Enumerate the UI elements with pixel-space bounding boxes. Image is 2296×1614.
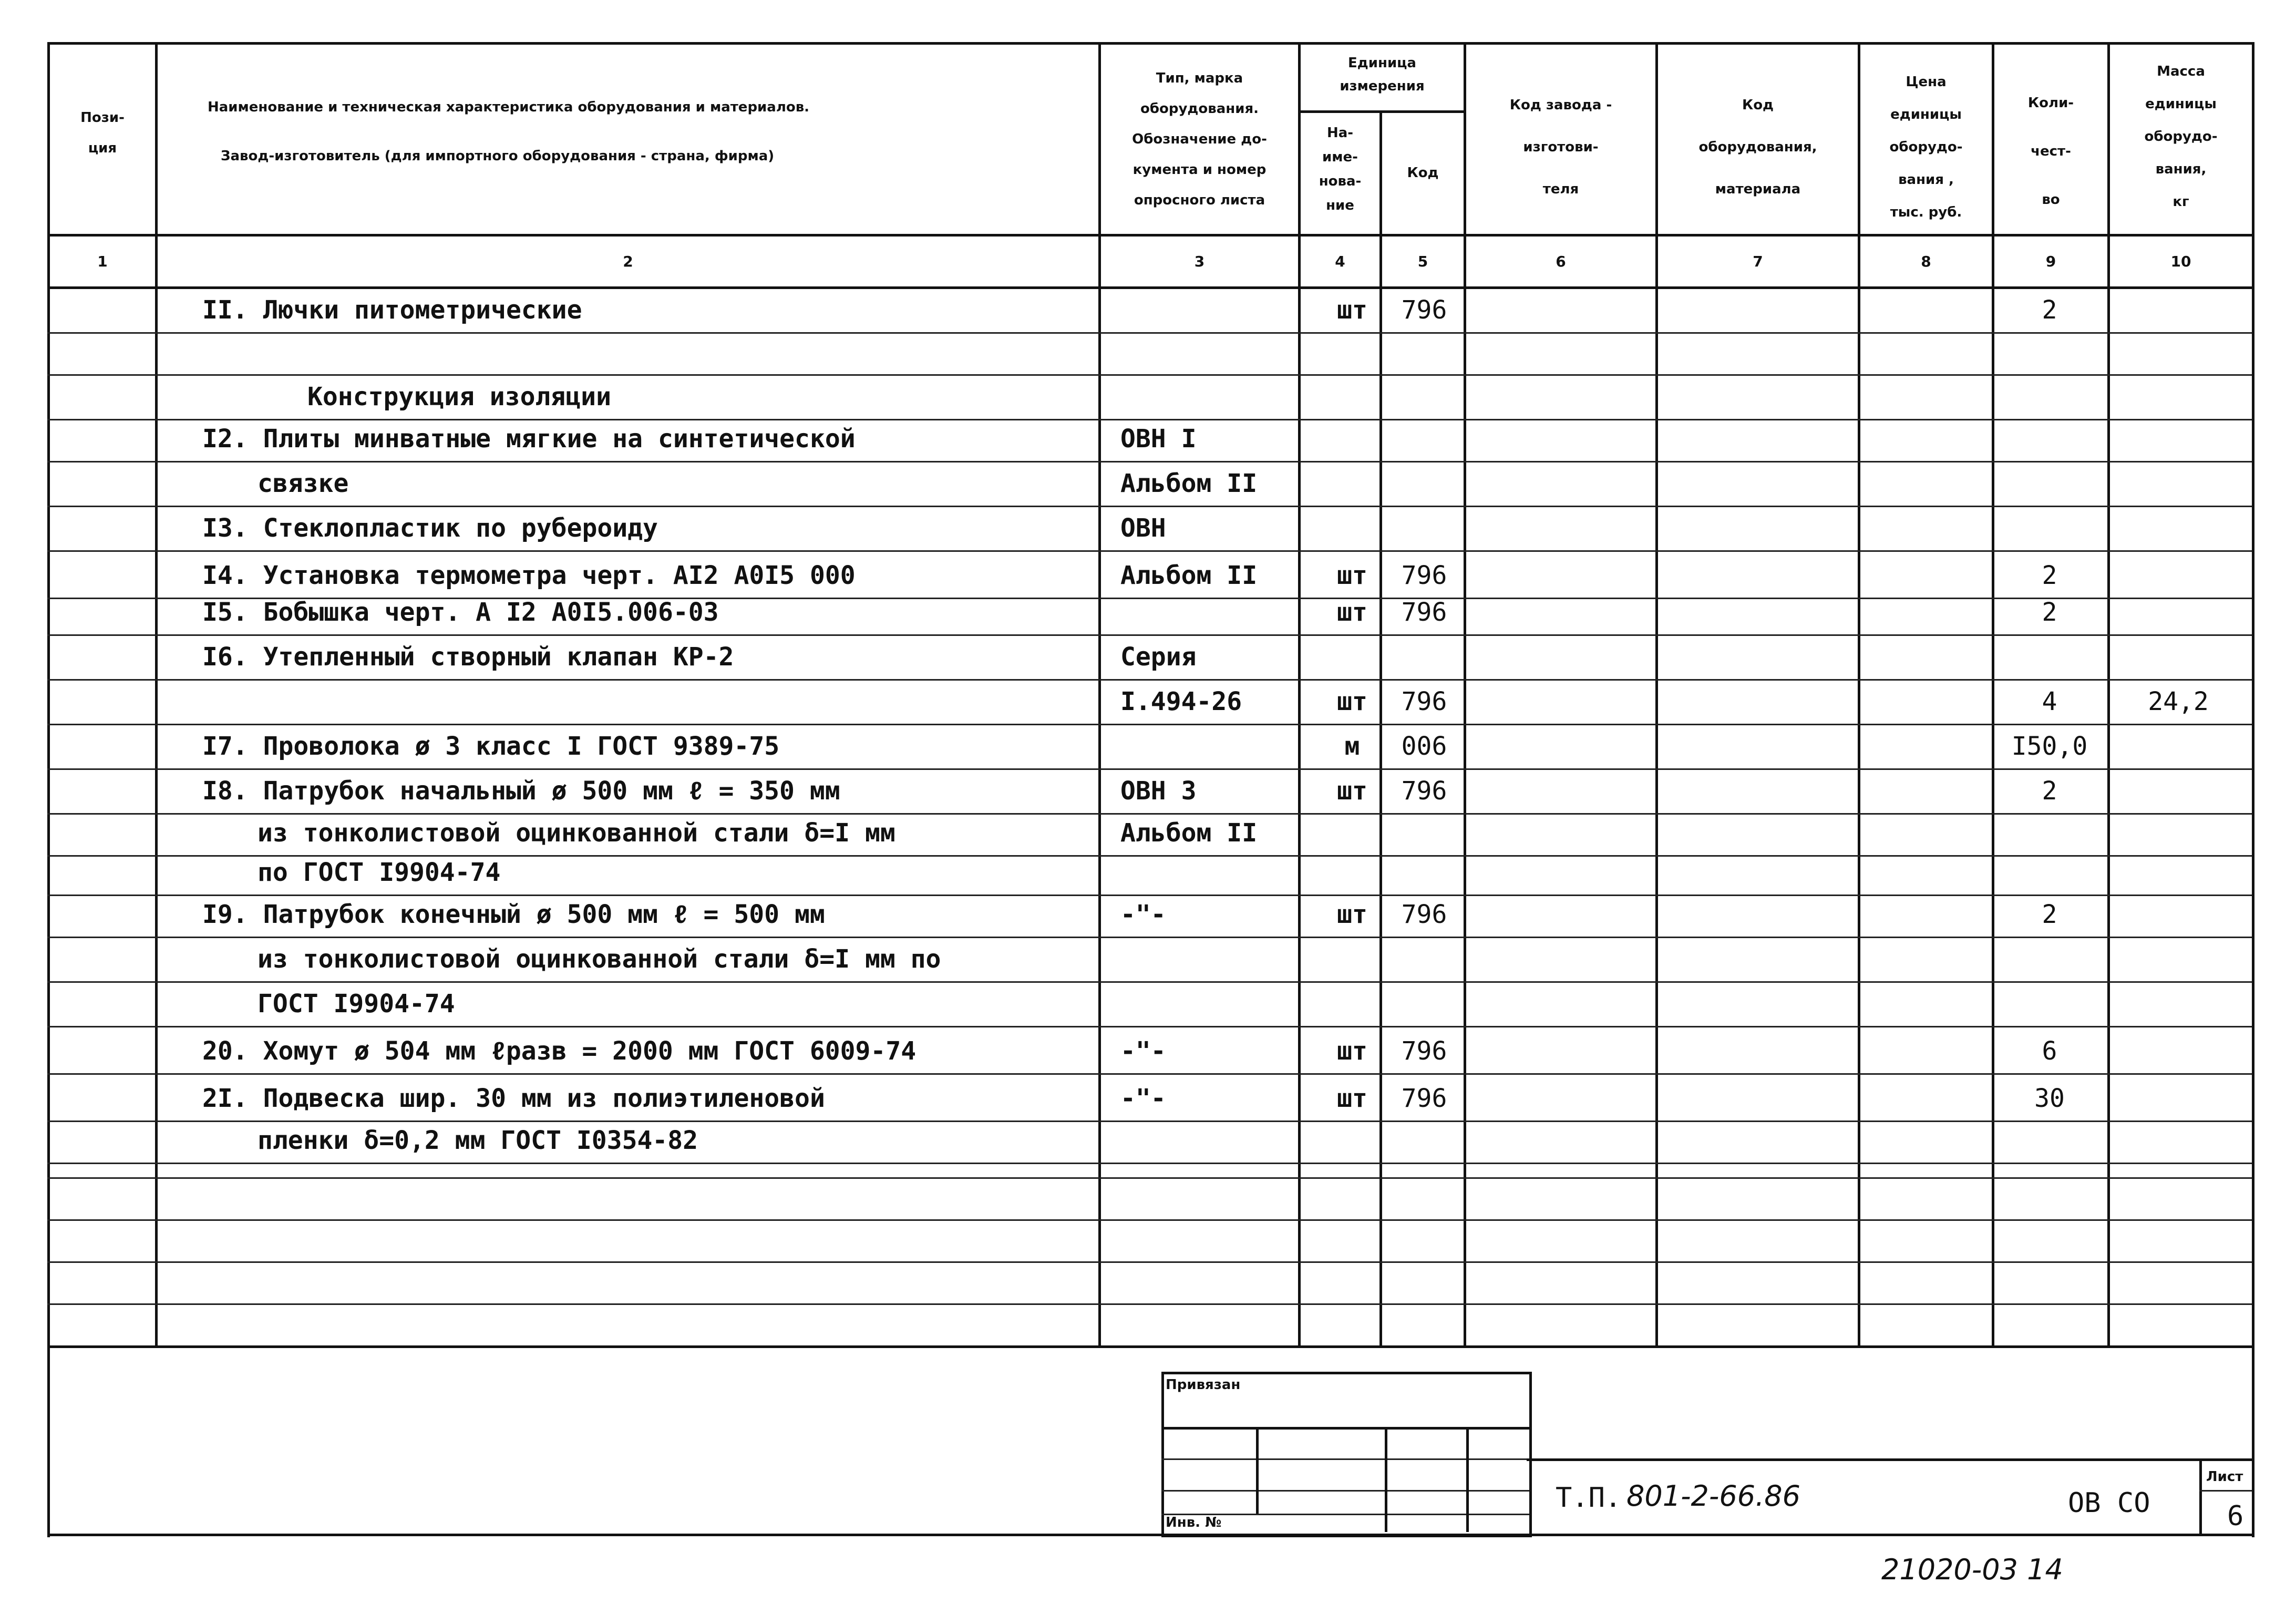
doc-code: ОВ СО [2068, 1487, 2150, 1519]
row-type: ОВН [1120, 513, 1166, 543]
unit-group-line [1298, 110, 1464, 113]
header-mass [2110, 55, 2252, 218]
header-price [1860, 66, 1992, 229]
header-line: вания, [2155, 161, 2207, 177]
header-line: кг [2173, 194, 2189, 210]
header-line: Тип, марка [1156, 70, 1243, 86]
row-line [47, 937, 2252, 938]
row-name: I5. Бобышка черт. А I2 A0I5.006-03 [202, 598, 719, 627]
header-line: во [2042, 192, 2060, 208]
row-unit-code: 796 [1401, 776, 1447, 806]
header-line: измерения [1340, 78, 1425, 94]
header-line: Наименование и техническая характеристика оборудования и материалов. [208, 99, 810, 115]
col-divider [1655, 42, 1658, 1345]
row-type: -"- [1120, 1036, 1166, 1066]
row-line [47, 895, 2252, 896]
frame-left [47, 1345, 50, 1535]
row-line [47, 550, 2252, 552]
header-equipment-code [1658, 84, 1858, 210]
row-quantity: 2 [2042, 900, 2057, 929]
row-name: I7. Проволока ø 3 класс I ГОСТ 9389-75 [202, 732, 780, 761]
footer-handwritten-number: 21020-03 14 [1881, 1553, 2063, 1586]
col-divider [1858, 42, 1860, 1345]
column-number: 1 [97, 253, 108, 270]
column-number: 9 [2045, 253, 2056, 270]
header-position [53, 102, 152, 163]
row-unit-code: 796 [1401, 900, 1447, 929]
column-number: 6 [1556, 253, 1566, 270]
row-type: ОВН 3 [1120, 776, 1197, 806]
frame-bottom [47, 1534, 2252, 1536]
header-line: Пози- [80, 110, 125, 126]
row-line [47, 1073, 2252, 1075]
row-unit: шт [1337, 776, 1367, 806]
header-line: оборудования. [1140, 101, 1259, 117]
row-line [47, 1163, 2252, 1164]
row-unit-code: 796 [1401, 295, 1447, 325]
row-line [47, 461, 2252, 462]
row-type: I.494-26 [1120, 687, 1242, 716]
table-bottom-line [47, 1345, 2252, 1348]
header-line: Коли- [2027, 95, 2074, 111]
row-quantity: 4 [2042, 687, 2057, 716]
header-line: Цена [1906, 74, 1947, 90]
stamp-line [1161, 1458, 1529, 1460]
row-line [47, 634, 2252, 636]
row-line [47, 1219, 2252, 1221]
row-line [47, 1303, 2252, 1305]
row-mass: 24,2 [2148, 687, 2209, 716]
header-line: вания , [1898, 172, 1954, 188]
header-unit-group [1301, 52, 1464, 98]
row-line [47, 813, 2252, 815]
row-unit: шт [1337, 900, 1367, 929]
row-unit: шт [1337, 1084, 1367, 1113]
row-type: Альбом II [1120, 818, 1258, 848]
stamp-line [1161, 1427, 1529, 1430]
row-name: по ГОСТ I9904-74 [258, 858, 501, 887]
col-divider [1298, 42, 1301, 1345]
sheet-box-line [2199, 1490, 2252, 1492]
stamp-box [1161, 1372, 1532, 1537]
header-line: ние [1326, 198, 1354, 213]
row-unit: шт [1337, 1036, 1367, 1066]
row-line [47, 1177, 2252, 1179]
header-unit-code [1382, 158, 1464, 188]
column-number: 10 [2170, 253, 2191, 270]
row-line [47, 724, 2252, 725]
col-divider [1992, 42, 1994, 1345]
row-line [47, 374, 2252, 376]
row-name: из тонколистовой оцинкованной стали δ=I мм по [258, 944, 941, 974]
row-quantity: 2 [2042, 598, 2057, 627]
row-quantity: 30 [2034, 1084, 2065, 1113]
header-quantity [1994, 79, 2107, 224]
header-line: Код [1407, 165, 1439, 181]
header-line: Обозначение до- [1132, 131, 1267, 147]
row-quantity: 2 [2042, 561, 2057, 590]
row-unit-code: 006 [1401, 732, 1447, 761]
row-type: Альбом II [1120, 469, 1258, 498]
stamp-privyazan: Привязан [1166, 1377, 1241, 1393]
row-type: -"- [1120, 900, 1166, 929]
title-top-line [1527, 1458, 2252, 1461]
row-unit-code: 796 [1401, 1084, 1447, 1113]
stamp-inv-no: Инв. № [1166, 1515, 1222, 1530]
row-line [47, 1026, 2252, 1027]
header-line: Завод-изготовитель (для импортного оборудования - страна, фирма) [221, 148, 775, 164]
row-line [47, 1261, 2252, 1263]
row-name: I9. Патрубок конечный ø 500 мм ℓ = 500 мм [202, 900, 825, 929]
column-number: 2 [623, 253, 633, 270]
stamp-divider [1385, 1427, 1387, 1532]
col-divider [155, 42, 158, 1345]
header-line: единицы [2145, 96, 2217, 112]
row-quantity: I50,0 [2011, 732, 2088, 761]
column-number: 7 [1753, 253, 1763, 270]
header-line: кумента и номер [1132, 162, 1267, 178]
row-unit: шт [1337, 598, 1367, 627]
column-number: 4 [1335, 253, 1345, 270]
row-name: пленки δ=0,2 мм ГОСТ I0354-82 [258, 1126, 698, 1155]
row-unit: м [1344, 732, 1360, 761]
header-line: оборудо- [1889, 139, 1963, 155]
header-line: име- [1322, 149, 1358, 165]
row-name: I3. Стеклопластик по рубероиду [202, 513, 658, 543]
header-line: опросного листа [1134, 192, 1265, 208]
row-name: I6. Утепленный створный клапан КР-2 [202, 642, 734, 672]
stamp-divider [1256, 1427, 1259, 1514]
header-unit-name [1301, 121, 1379, 218]
header-line: На- [1326, 125, 1354, 141]
row-name: II. Лючки питометрические [202, 295, 582, 325]
sheet-number: 6 [2227, 1500, 2244, 1532]
header-factory-code [1466, 84, 1655, 210]
stamp-line [1161, 1490, 1529, 1492]
header-line: изготови- [1523, 139, 1599, 155]
col-divider [1098, 42, 1101, 1345]
row-line [47, 506, 2252, 507]
col-divider [1464, 42, 1466, 1345]
row-name: I8. Патрубок начальный ø 500 мм ℓ = 350 мм [202, 776, 840, 806]
row-unit: шт [1337, 295, 1367, 325]
header-line: материала [1715, 181, 1801, 197]
row-name: I4. Установка термометра черт. AI2 A0I5 000 [202, 561, 856, 590]
row-unit-code: 796 [1401, 1036, 1447, 1066]
header-line: чест- [2031, 143, 2071, 159]
header-bottom-line [47, 234, 2252, 237]
header-name [208, 92, 1090, 171]
row-name: из тонколистовой оцинкованной стали δ=I мм [258, 818, 895, 848]
header-line: Масса [2157, 64, 2205, 79]
sheet-label: Лист [2206, 1469, 2243, 1485]
row-unit: шт [1337, 687, 1367, 716]
row-type: -"- [1120, 1084, 1166, 1113]
row-name: 20. Хомут ø 504 мм ℓразв = 2000 мм ГОСТ 6009-74 [202, 1036, 917, 1066]
row-name: Конструкция изоляции [307, 382, 611, 412]
header-line: ция [88, 140, 117, 156]
row-type: Серия [1120, 642, 1197, 672]
row-quantity: 6 [2042, 1036, 2057, 1066]
header-line: единицы [1890, 107, 1962, 122]
row-quantity: 2 [2042, 295, 2057, 325]
row-name: ГОСТ I9904-74 [258, 989, 455, 1019]
row-line [47, 768, 2252, 770]
row-unit-code: 796 [1401, 561, 1447, 590]
doc-number-handwritten: 801-2-66.86 [1626, 1479, 1800, 1513]
header-line: теля [1542, 181, 1579, 197]
row-unit-code: 796 [1401, 687, 1447, 716]
row-type: Альбом II [1120, 561, 1258, 590]
header-type [1101, 63, 1298, 215]
row-unit: шт [1337, 561, 1367, 590]
row-line [47, 332, 2252, 334]
doc-number-prefix: Т.П. [1556, 1482, 1622, 1514]
row-unit-code: 796 [1401, 598, 1447, 627]
header-line: тыс. руб. [1890, 204, 1962, 220]
row-line [47, 419, 2252, 420]
header-line: нова- [1319, 173, 1362, 189]
column-number: 5 [1417, 253, 1428, 270]
row-name: связке [258, 469, 349, 498]
row-line [47, 679, 2252, 681]
column-number: 8 [1921, 253, 1931, 270]
row-quantity: 2 [2042, 776, 2057, 806]
header-line: оборудования, [1698, 139, 1817, 155]
header-line: оборудо- [2144, 129, 2218, 145]
row-line [47, 1120, 2252, 1122]
colnum-bottom-line [47, 286, 2252, 289]
header-line: Код [1742, 97, 1774, 113]
header-line: Код завода - [1509, 97, 1612, 113]
header-line: Единица [1348, 55, 1416, 71]
row-line [47, 981, 2252, 983]
row-name: I2. Плиты минватные мягкие на синтетической [202, 424, 856, 454]
row-name: 2I. Подвеска шир. 30 мм из полиэтиленовой [202, 1084, 825, 1113]
stamp-divider [1466, 1427, 1469, 1532]
row-type: ОВН I [1120, 424, 1197, 454]
column-number: 3 [1194, 253, 1205, 270]
